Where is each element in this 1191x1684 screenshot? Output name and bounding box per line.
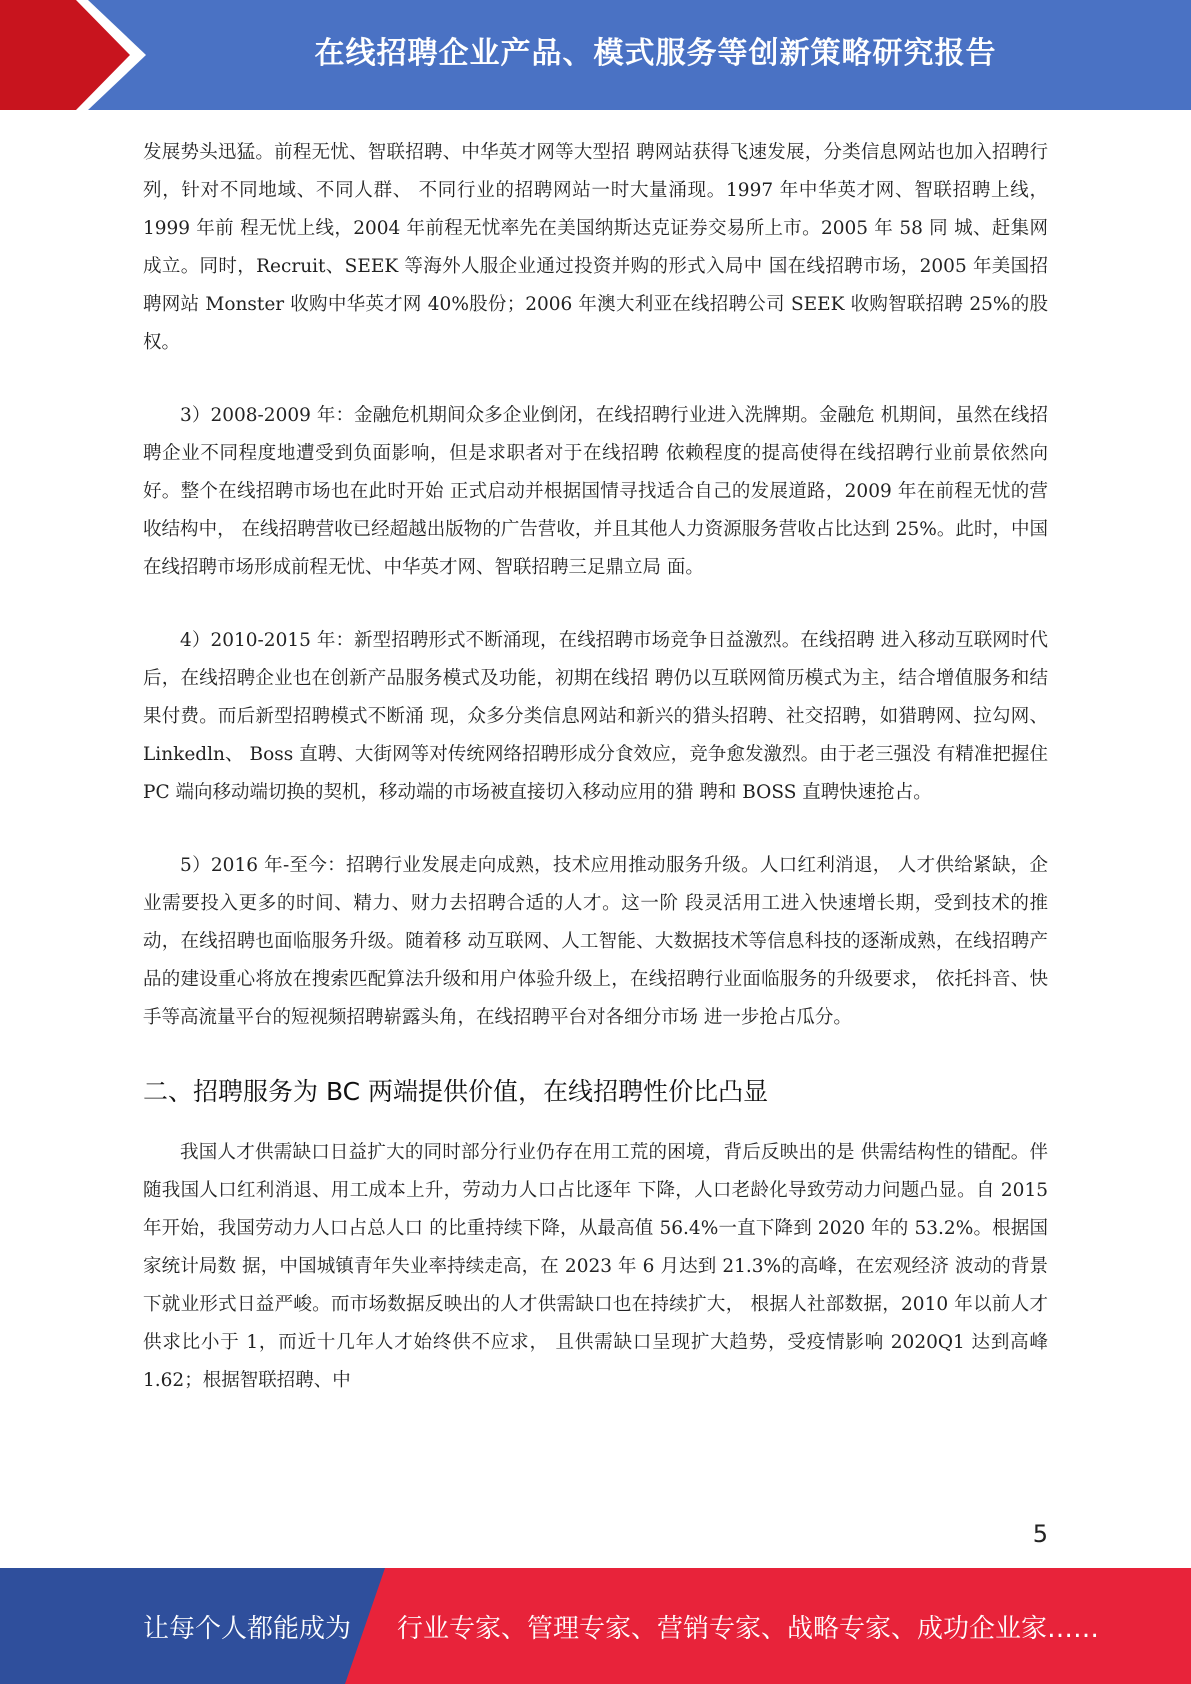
section-heading: 二、招聘服务为 BC 两端提供价值，在线招聘性价比凸显 — [143, 1077, 769, 1106]
paragraph-talent-gap: 我国人才供需缺口日益扩大的同时部分行业仍存在用工荒的困境，背后反映出的是 供需结构性的错配。伴随我国人口红利消退、用工成本上升，劳动力人口占比逐年 下降，人口老龄化导致劳动力问题凸显。自 2015 年开始，我国劳动力人口占总人口 的比重持续下降，从最高值 56.4%一直下降到 2020 年的 53.2%。根据国家统计局数 据，中国城镇青年失业率持续走高，在 2023 年 6 月达到 21.3%的高峰，在宏观经济 波动的背景下就业形式日益严峻。而市场数据反映出的人才供需缺口也在持续扩大， 根据人社部数据，2010 年以前人才供求比小于 1，而近十几年人才始终供不应求， 且供需缺口呈现扩大趋势，受疫情影响 2020Q1 达到高峰 1.62；根据智联招聘、中 — [143, 1142, 1048, 1391]
report-title: 在线招聘企业产品、模式服务等创新策略研究报告 — [314, 36, 997, 71]
page-header — [0, 0, 1191, 110]
header-chevron-decoration — [0, 0, 160, 110]
footer-slogan-right: 行业专家、管理专家、营销专家、战略专家、成功企业家…… — [397, 1613, 1100, 1644]
body-content — [143, 134, 1048, 1435]
paragraph-2016-present: 5）2016 年-至今：招聘行业发展走向成熟，技术应用推动服务升级。人口红利消退， 人才供给紧缺，企业需要投入更多的时间、精力、财力去招聘合适的人才。这一阶 段灵活用工进入快速增长期，受到技术的推动，在线招聘也面临服务升级。随着移 动互联网、人工智能、大数据技术等信息科技的逐渐成熟，在线招聘产品的建设重心将放在搜索匹配算法升级和用户体验升级上，在线招聘行业面临服务的升级要求， 依托抖音、快手等高流量平台的短视频招聘崭露头角，在线招聘平台对各细分市场 进一步抢占瓜分。 — [143, 855, 1048, 1028]
footer-slogan-left: 让每个人都能成为 — [143, 1613, 352, 1644]
paragraph-2010-2015: 4）2010-2015 年：新型招聘形式不断涌现，在线招聘市场竞争日益激烈。在线招聘 进入移动互联网时代后，在线招聘企业也在创新产品服务模式及功能，初期在线招 聘仍以互联网简历模式为主，结合增值服务和结果付费。而后新型招聘模式不断涌 现，众多分类信息网站和新兴的猎头招聘、社交招聘，如猎聘网、拉勾网、Linkedln、 Boss 直聘、大街网等对传统网络招聘形成分食效应，竞争愈发激烈。由于老三强没 有精准把握住 PC 端向移动端切换的契机，移动端的市场被直接切入移动应用的猎 聘和 BOSS 直聘快速抢占。 — [143, 630, 1048, 803]
paragraph-history-continued: 发展势头迅猛。前程无忧、智联招聘、中华英才网等大型招 聘网站获得飞速发展，分类信息网站也加入招聘行列，针对不同地域、不同人群、 不同行业的招聘网站一时大量涌现。1997 年中华英才网、智联招聘上线，1999 年前 程无忧上线，2004 年前程无忧率先在美国纳斯达克证券交易所上市。2005 年 58 同 城、赶集网成立。同时，Recruit、SEEK 等海外人服企业通过投资并购的形式入局中 国在线招聘市场，2005 年美国招聘网站 Monster 收购中华英才网 40%股份；2006 年澳大利亚在线招聘公司 SEEK 收购智联招聘 25%的股权。 — [143, 142, 1048, 353]
paragraph-2008-2009: 3）2008-2009 年：金融危机期间众多企业倒闭，在线招聘行业进入洗牌期。金融危 机期间，虽然在线招聘企业不同程度地遭受到负面影响，但是求职者对于在线招聘 依赖程度的提高使得在线招聘行业前景依然向好。整个在线招聘市场也在此时开始 正式启动并根据国情寻找适合自己的发展道路，2009 年在前程无忧的营收结构中， 在线招聘营收已经超越出版物的广告营收，并且其他人力资源服务营收占比达到 25%。此时，中国在线招聘市场形成前程无忧、中华英才网、智联招聘三足鼎立局 面。 — [143, 405, 1048, 578]
page-number: 5 — [1032, 1520, 1048, 1548]
page-footer — [0, 1568, 1191, 1684]
